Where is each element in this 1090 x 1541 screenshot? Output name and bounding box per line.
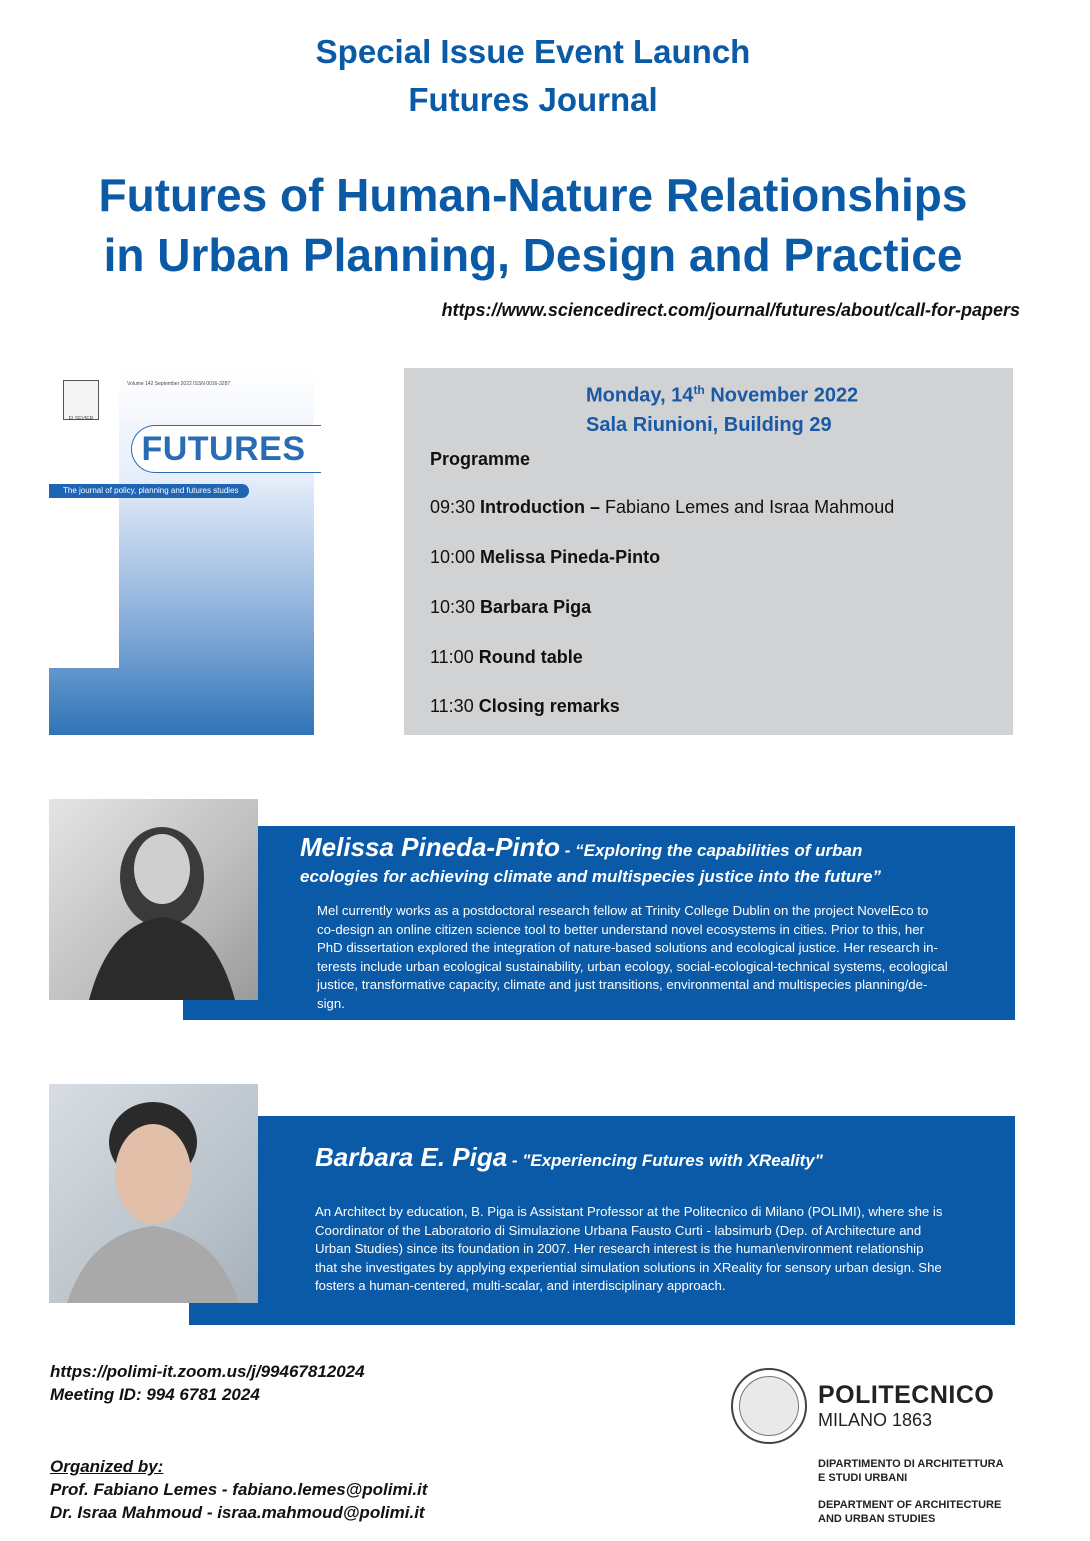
seal-inner-icon — [739, 1376, 799, 1436]
programme-item — [430, 647, 583, 668]
programme-time: 09:30 — [430, 497, 481, 517]
call-for-papers-link[interactable]: https://www.sciencedirect.com/journal/futures/about/call-for-papers — [441, 300, 1020, 320]
event-type: Special Issue Event Launch — [315, 33, 751, 70]
programme-item — [430, 547, 660, 568]
programme-title: Round table — [478, 647, 583, 667]
programme-item — [430, 597, 591, 618]
programme-title: Closing remarks — [478, 696, 620, 716]
speaker-name: Melissa Pineda-Pinto — [300, 832, 561, 862]
elsevier-logo-icon — [63, 380, 99, 420]
department-italian: DIPARTIMENTO DI ARCHITETTURA E STUDI URBANI — [818, 1458, 1004, 1484]
programme-detail: Fabiano Lemes and Israa Mahmoud — [600, 497, 895, 517]
event-date: Monday, 14th November 2022 — [586, 383, 859, 407]
organizer-lemes[interactable]: Prof. Fabiano Lemes - fabiano.lemes@polimi.it — [50, 1480, 428, 1499]
zoom-link[interactable]: https://polimi-it.zoom.us/j/99467812024 — [50, 1362, 365, 1381]
speaker-name: Barbara E. Piga — [315, 1142, 508, 1172]
programme-time: 10:00 — [430, 547, 481, 567]
speaker-heading — [315, 1142, 823, 1173]
programme-title: Barbara Piga — [480, 597, 592, 617]
talk-title-continued: ecologies for achieving climate and multispecies justice into the future” — [300, 867, 881, 886]
programme-title: Introduction – — [480, 497, 601, 517]
university-name: POLITECNICO — [818, 1381, 995, 1409]
university-city: MILANO 1863 — [818, 1410, 933, 1430]
speaker-bio: An Architect by education, B. Piga is Assistant Professor at the Politecnico di Milano (POLIMI), where she is Coordinator of the Laboratorio di Simulazione Urbana Fausto Curti - labsimurb (Dep. of Architecture and Urban Studies) since its foundation in 2007. Her research interest is the human\environment relationship that she investigates by applying experiential simulation solutions in XReality for sensory urban design. She fosters a human-centered, multi-scalar, and interdisciplinary approach. — [315, 1204, 943, 1294]
programme-item — [430, 696, 620, 717]
programme-title: Melissa Pineda-Pinto — [480, 547, 661, 567]
cover-journal-title: FUTURES — [141, 430, 306, 468]
publisher-label: ELSEVIER — [68, 416, 94, 422]
page-title — [0, 165, 1066, 285]
talk-title: - "Experiencing Futures with XReality" — [507, 1151, 823, 1170]
speaker-photo-pineda-pinto — [49, 799, 258, 1000]
event-date-venue — [586, 376, 858, 440]
organizer-mahmoud[interactable]: Dr. Israa Mahmoud - israa.mahmoud@polimi.it — [50, 1503, 425, 1522]
programme-time: 10:30 — [430, 597, 481, 617]
department-english: DEPARTMENT OF ARCHITECTURE AND URBAN STUDIES — [818, 1499, 1002, 1525]
meeting-id: Meeting ID: 994 6781 2024 — [50, 1385, 260, 1404]
person-portrait-icon — [49, 1084, 258, 1303]
title-line-1: Futures of Human-Nature Relationships — [98, 169, 968, 221]
event-venue: Sala Riunioni, Building 29 — [586, 413, 832, 436]
person-portrait-icon — [49, 799, 258, 1000]
meeting-info — [50, 1360, 365, 1406]
organized-label: Organized by: — [50, 1457, 164, 1476]
cover-subtitle: The journal of policy, planning and futures studies — [63, 486, 239, 495]
programme-time: 11:00 — [430, 647, 479, 667]
journal-name: Futures Journal — [408, 81, 658, 118]
programme-item — [430, 497, 894, 518]
speaker-bio: Mel currently works as a postdoctoral research fellow at Trinity College Dublin on the project NovelEco to co-design an online citizen science tool to better understand novel ecosystems in cities. Prior to this, her PhD dissertation explored the integration of nature-based solutions and ecological justice. Her research in- terests include urban ecological sustainability, urban ecology, social-ecological-technical systems, ecological justice, transformative capacity, climate and just transitions, environmental and multispecies planning/de- sign. — [317, 903, 948, 1011]
programme-label: Programme — [430, 449, 531, 469]
programme-time: 11:30 — [430, 696, 479, 716]
cover-volume-line: Volume 142 September 2022 ISSN 0016-3287 — [127, 381, 231, 387]
speaker-heading — [300, 832, 862, 863]
speaker-photo-piga — [49, 1084, 258, 1303]
event-heading — [0, 28, 1066, 124]
title-line-2: in Urban Planning, Design and Practice — [103, 229, 963, 281]
organizers — [50, 1455, 427, 1524]
talk-title: - “Exploring the capabilities of urban — [560, 841, 863, 860]
